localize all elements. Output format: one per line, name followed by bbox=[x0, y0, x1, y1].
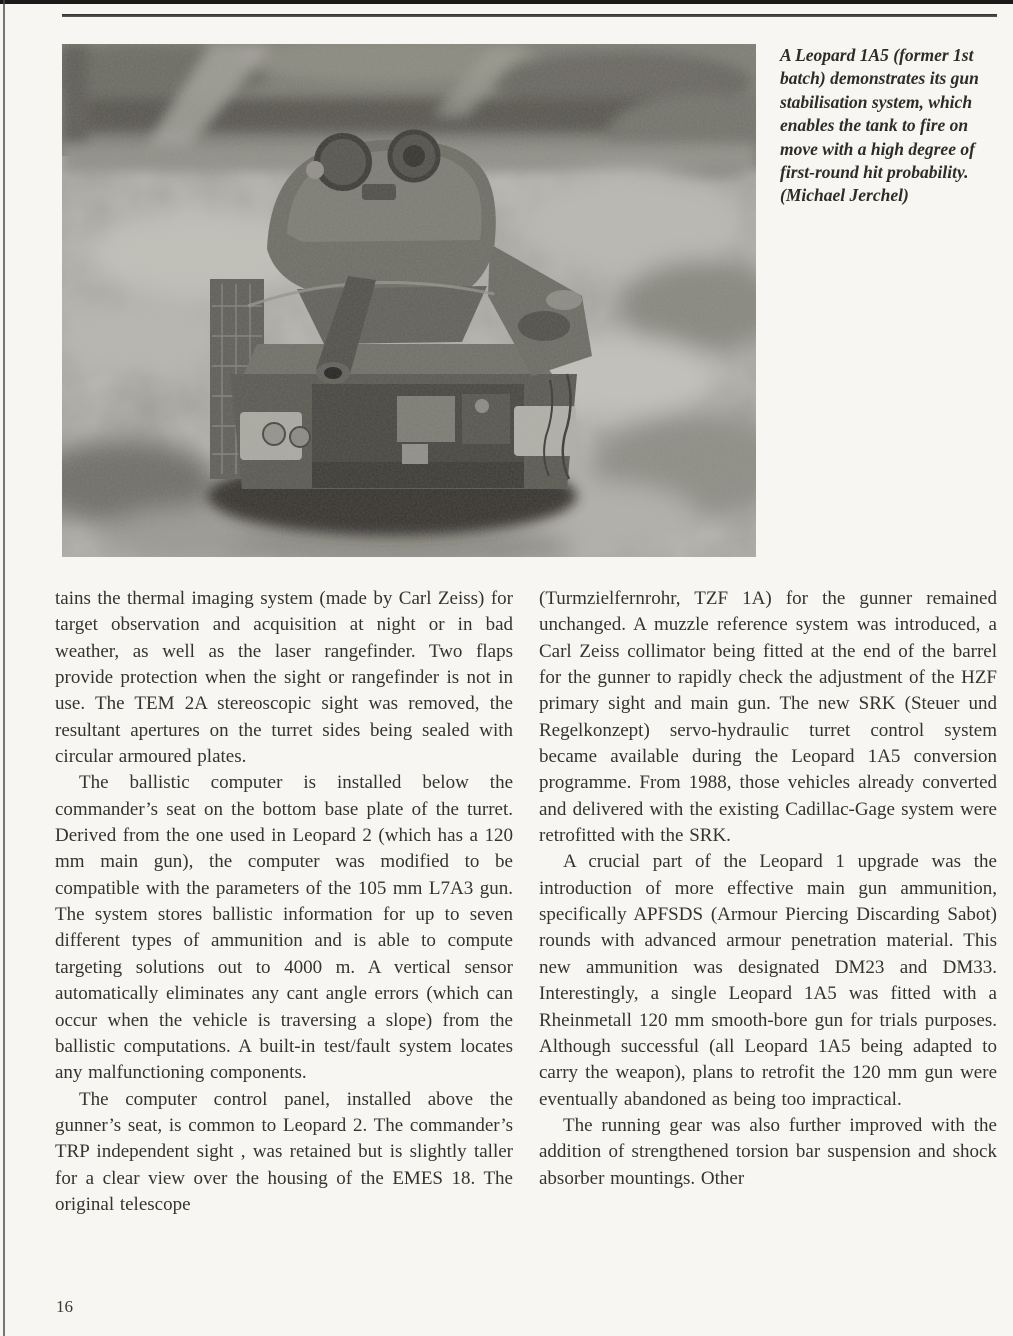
page-number: 16 bbox=[56, 1297, 73, 1316]
article-body bbox=[55, 586, 997, 1218]
paragraph: The running gear was also further improved with the addition of strengthened torsion bar suspension and shock absorber mountings. Other bbox=[539, 1114, 997, 1189]
tank-photo bbox=[62, 44, 756, 557]
scan-top-edge bbox=[0, 0, 1013, 4]
paragraph: A crucial part of the Leopard 1 upgrade was the introduction of more effective main gun ammunition, specifically APFSDS (Armour Piercing Discarding Sabot) rounds with advanced armour penetration material. This new ammunition was designated DM23 and DM33. Interestingly, a single Leopard 1A5 was fitted with a Rheinmetall 120 mm smooth-bore gun for trials purposes. Although successful (all Leopard 1A5 being adapted to carry the weapon), plans to retrofit the 120 mm gun were eventually abandoned as being too impractical. bbox=[539, 851, 997, 1110]
left-column bbox=[55, 586, 513, 1218]
header-rule bbox=[62, 14, 997, 17]
paragraph: The ballistic computer is installed below the commander’s seat on the bottom base plate of the turret. Derived from the one used in Leopard 2 (which has a 120 mm main gun), the computer was modified to be compatible with the parameters of the 105 mm L7A3 gun. The system stores ballistic information for up to seven different types of ammunition and is able to compute targeting solutions out to 4000 m. A vertical sensor automatically eliminates any cant angle errors (which can occur when the vehicle is traversing a slope) from the ballistic computations. A built-in test/fault system locates any malfunctioning components. bbox=[55, 772, 513, 1084]
scan-left-edge bbox=[3, 0, 5, 1336]
paragraph: tains the thermal imaging system (made by Carl Zeiss) for target observation and acquisition at night or in bad weather, as well as the laser rangefinder. Two flaps provide protection when the sight or rangefinder is not in use. The TEM 2A stereoscopic sight was removed, the resultant apertures on the turret sides being sealed with circular armoured plates. bbox=[55, 588, 513, 768]
right-column bbox=[539, 586, 997, 1218]
tank-photo-art bbox=[62, 44, 756, 557]
film-grain-overlay bbox=[62, 44, 756, 557]
paragraph: The computer control panel, installed above the gunner’s seat, is common to Leopard 2. The commander’s TRP independent sight , was retained but is slightly taller for a clear view over the housing of the EMES 18. The original telescope bbox=[55, 1088, 513, 1215]
photo-caption: A Leopard 1A5 (former 1st batch) demonstrates its gun stabilisation system, which enables the tank to fire on move with a high degree of first-round hit probability. (Michael Jerchel) bbox=[780, 45, 979, 206]
paragraph: (Turmzielfernrohr, TZF 1A) for the gunner remained unchanged. A muzzle reference system was introduced, a Carl Zeiss collimator being fitted at the end of the barrel for the gunner to rapidly check the adjustment of the HZF primary sight and main gun. The new SRK (Steuer und Regelkonzept) servo-hydraulic turret control system became available during the Leopard 1A5 conversion programme. From 1988, those vehicles already converted and delivered with the existing Cadillac-Gage system were retrofitted with the SRK. bbox=[539, 588, 997, 847]
